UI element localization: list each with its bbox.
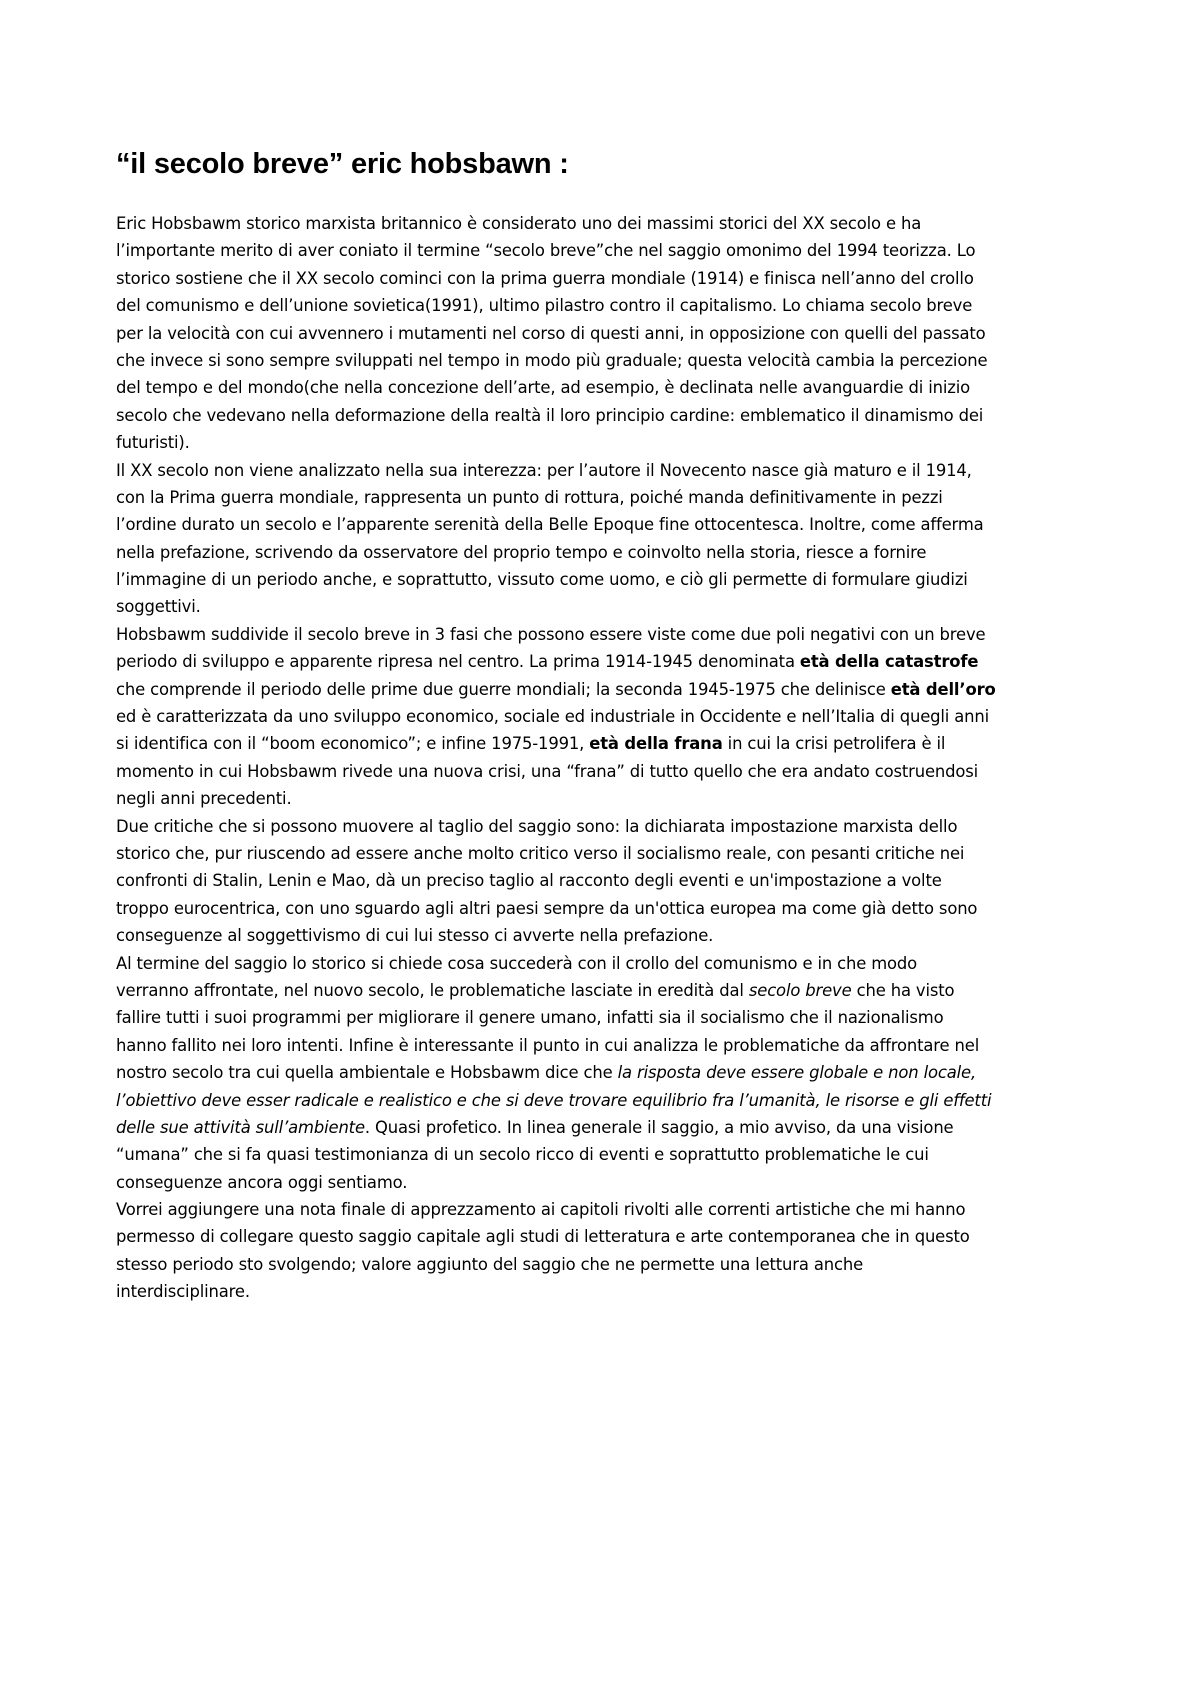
text-run: conseguenze ancora oggi sentiamo.: [116, 1172, 408, 1192]
text-run: Al termine del saggio lo storico si chiede cosa succederà con il crollo del comunismo e in che modo: [116, 953, 918, 973]
text-line: [116, 265, 1092, 292]
italic-text: delle sue attività sull’ambiente: [116, 1117, 365, 1137]
text-line: [116, 1059, 1092, 1086]
text-run: secolo che vedevano nella deformazione della realtà il loro principio cardine: emblematico il dinamismo dei: [116, 405, 984, 425]
text-run: che invece si sono sempre sviluppati nel tempo in modo più graduale; questa velocità cambia la percezione: [116, 350, 988, 370]
text-line: [116, 1169, 1092, 1196]
text-line: [116, 1087, 1092, 1114]
text-run: stesso periodo sto svolgendo; valore aggiunto del saggio che ne permette una lettura anche: [116, 1254, 863, 1274]
text-run: l’ordine durato un secolo e l’apparente serenità della Belle Epoque fine ottocentesca. Inoltre, come afferma: [116, 515, 984, 535]
text-line: [116, 1251, 1092, 1278]
text-line: [116, 1196, 1092, 1223]
text-run: che comprende il periodo delle prime due guerre mondiali; la seconda 1945-1975 che delinisce: [116, 679, 891, 699]
text-line: [116, 402, 1092, 429]
text-run: momento in cui Hobsbawm rivede una nuova crisi, una “frana” di tutto quello che era andato costruendosi: [116, 761, 979, 781]
text-run: Il XX secolo non viene analizzato nella sua interezza: per l’autore il Novecento nasce già maturo e il 1914,: [116, 460, 972, 480]
text-line: [116, 840, 1092, 867]
italic-text: secolo breve: [748, 980, 852, 1000]
text-line: [116, 867, 1092, 894]
text-run: futuristi).: [116, 433, 190, 453]
text-run: per la velocità con cui avvennero i mutamenti nel corso di questi anni, in opposizione con quelli del passato: [116, 323, 986, 343]
paragraph: [116, 621, 1092, 813]
text-line: [116, 1004, 1092, 1031]
text-line: [116, 320, 1092, 347]
bold-text: età della catastrofe: [799, 652, 979, 672]
text-line: [116, 648, 1092, 675]
text-line: [116, 676, 1092, 703]
text-line: [116, 1223, 1092, 1250]
text-run: si identifica con il “boom economico”; e infine 1975-1991,: [116, 734, 590, 754]
text-run: confronti di Stalin, Lenin e Mao, dà un preciso taglio al racconto degli eventi e un'impostazione a volte: [116, 871, 942, 891]
text-line: [116, 621, 1092, 648]
text-line: [116, 785, 1092, 812]
text-line: [116, 457, 1092, 484]
text-line: [116, 210, 1092, 237]
bold-text: età dell’oro: [890, 679, 996, 699]
text-line: [116, 484, 1092, 511]
text-run: conseguenze al soggettivismo di cui lui stesso ci avverte nella prefazione.: [116, 926, 714, 946]
bold-text: età della frana: [589, 734, 723, 754]
text-run: troppo eurocentrica, con uno sguardo agli altri paesi sempre da un'ottica europea ma come già detto sono: [116, 898, 978, 918]
text-line: [116, 730, 1092, 757]
text-line: [116, 758, 1092, 785]
document-title: “il secolo breve” eric hobsbawn :: [116, 148, 569, 180]
text-run: Vorrei aggiungere una nota finale di apprezzamento ai capitoli rivolti alle correnti artistiche che mi hanno: [116, 1200, 966, 1220]
text-line: [116, 703, 1092, 730]
text-line: [116, 429, 1092, 456]
document-body: [116, 210, 1092, 1306]
text-line: [116, 292, 1092, 319]
text-line: [116, 977, 1092, 1004]
text-run: storico che, pur riuscendo ad essere anche molto critico verso il socialismo reale, con pesanti critiche nei: [116, 843, 965, 863]
text-run: l’immagine di un periodo anche, e soprattutto, vissuto come uomo, e ciò gli permette di formulare giudizi: [116, 570, 968, 590]
paragraph: [116, 813, 1092, 950]
italic-text: la risposta deve essere globale e non locale,: [617, 1063, 977, 1083]
text-line: [116, 511, 1092, 538]
text-run: Due critiche che si possono muovere al taglio del saggio sono: la dichiarata impostazione marxista dello: [116, 816, 958, 836]
text-run: nella prefazione, scrivendo da osservatore del proprio tempo e coinvolto nella storia, riesce a fornire: [116, 542, 927, 562]
text-line: [116, 1278, 1092, 1305]
text-run: Eric Hobsbawm storico marxista britannico è considerato uno dei massimi storici del XX secolo e ha: [116, 214, 922, 233]
text-run: “umana” che si fa quasi testimonianza di un secolo ricco di eventi e soprattutto problematiche le cui: [116, 1145, 929, 1165]
text-run: verranno affrontate, nel nuovo secolo, le problematiche lasciate in eredità dal: [116, 980, 749, 1000]
text-run: permesso di collegare questo saggio capitale agli studi di letteratura e arte contemporanea che in questo: [116, 1227, 970, 1247]
text-run: del tempo e del mondo(che nella concezione dell’arte, ad esempio, è declinata nelle avanguardie di inizio: [116, 378, 971, 398]
text-run: l’importante merito di aver coniato il termine “secolo breve”che nel saggio omonimo del 1994 teorizza. Lo: [116, 241, 976, 261]
text-line: [116, 895, 1092, 922]
text-line: [116, 922, 1092, 949]
text-line: [116, 237, 1092, 264]
text-line: [116, 813, 1092, 840]
text-run: nostro secolo tra cui quella ambientale e Hobsbawm dice che: [116, 1063, 618, 1083]
paragraph: [116, 457, 1092, 621]
text-line: [116, 593, 1092, 620]
text-run: periodo di sviluppo e apparente ripresa nel centro. La prima 1914-1945 denominata: [116, 652, 800, 672]
text-line: [116, 347, 1092, 374]
text-run: hanno fallito nei loro intenti. Infine è interessante il punto in cui analizza le problematiche da affrontare nel: [116, 1035, 980, 1055]
text-run: storico sostiene che il XX secolo cominci con la prima guerra mondiale (1914) e finisca nell’anno del crollo: [116, 268, 974, 288]
italic-text: l’obiettivo deve esser radicale e realistico e che si deve trovare equilibrio fra l’umanità, le risorse e gli effetti: [116, 1090, 992, 1110]
text-run: Hobsbawm suddivide il secolo breve in 3 fasi che possono essere viste come due poli negativi con un breve: [116, 624, 986, 644]
text-run: con la Prima guerra mondiale, rappresenta un punto di rottura, poiché manda definitivamente in pezzi: [116, 487, 943, 507]
paragraph: [116, 950, 1092, 1197]
text-line: [116, 539, 1092, 566]
text-run: del comunismo e dell’unione sovietica(1991), ultimo pilastro contro il capitalismo. Lo chiama secolo breve: [116, 296, 973, 316]
text-line: [116, 1032, 1092, 1059]
text-line: [116, 1114, 1092, 1141]
text-run: . Quasi profetico. In linea generale il saggio, a mio avviso, da una visione: [364, 1117, 954, 1137]
text-line: [116, 566, 1092, 593]
text-run: fallire tutti i suoi programmi per migliorare il genere umano, infatti sia il socialismo che il nazionalismo: [116, 1008, 944, 1028]
text-run: che ha visto: [851, 980, 955, 1000]
text-line: [116, 950, 1092, 977]
text-line: [116, 1141, 1092, 1168]
text-run: in cui la crisi petrolifera è il: [722, 734, 946, 754]
text-run: ed è caratterizzata da uno sviluppo economico, sociale ed industriale in Occidente e nell’Italia di quegli anni: [116, 707, 990, 727]
text-run: soggettivi.: [116, 597, 201, 617]
paragraph: [116, 1196, 1092, 1306]
text-run: interdisciplinare.: [116, 1282, 250, 1302]
paragraph: [116, 210, 1092, 457]
text-run: negli anni precedenti.: [116, 789, 292, 809]
text-line: [116, 374, 1092, 401]
